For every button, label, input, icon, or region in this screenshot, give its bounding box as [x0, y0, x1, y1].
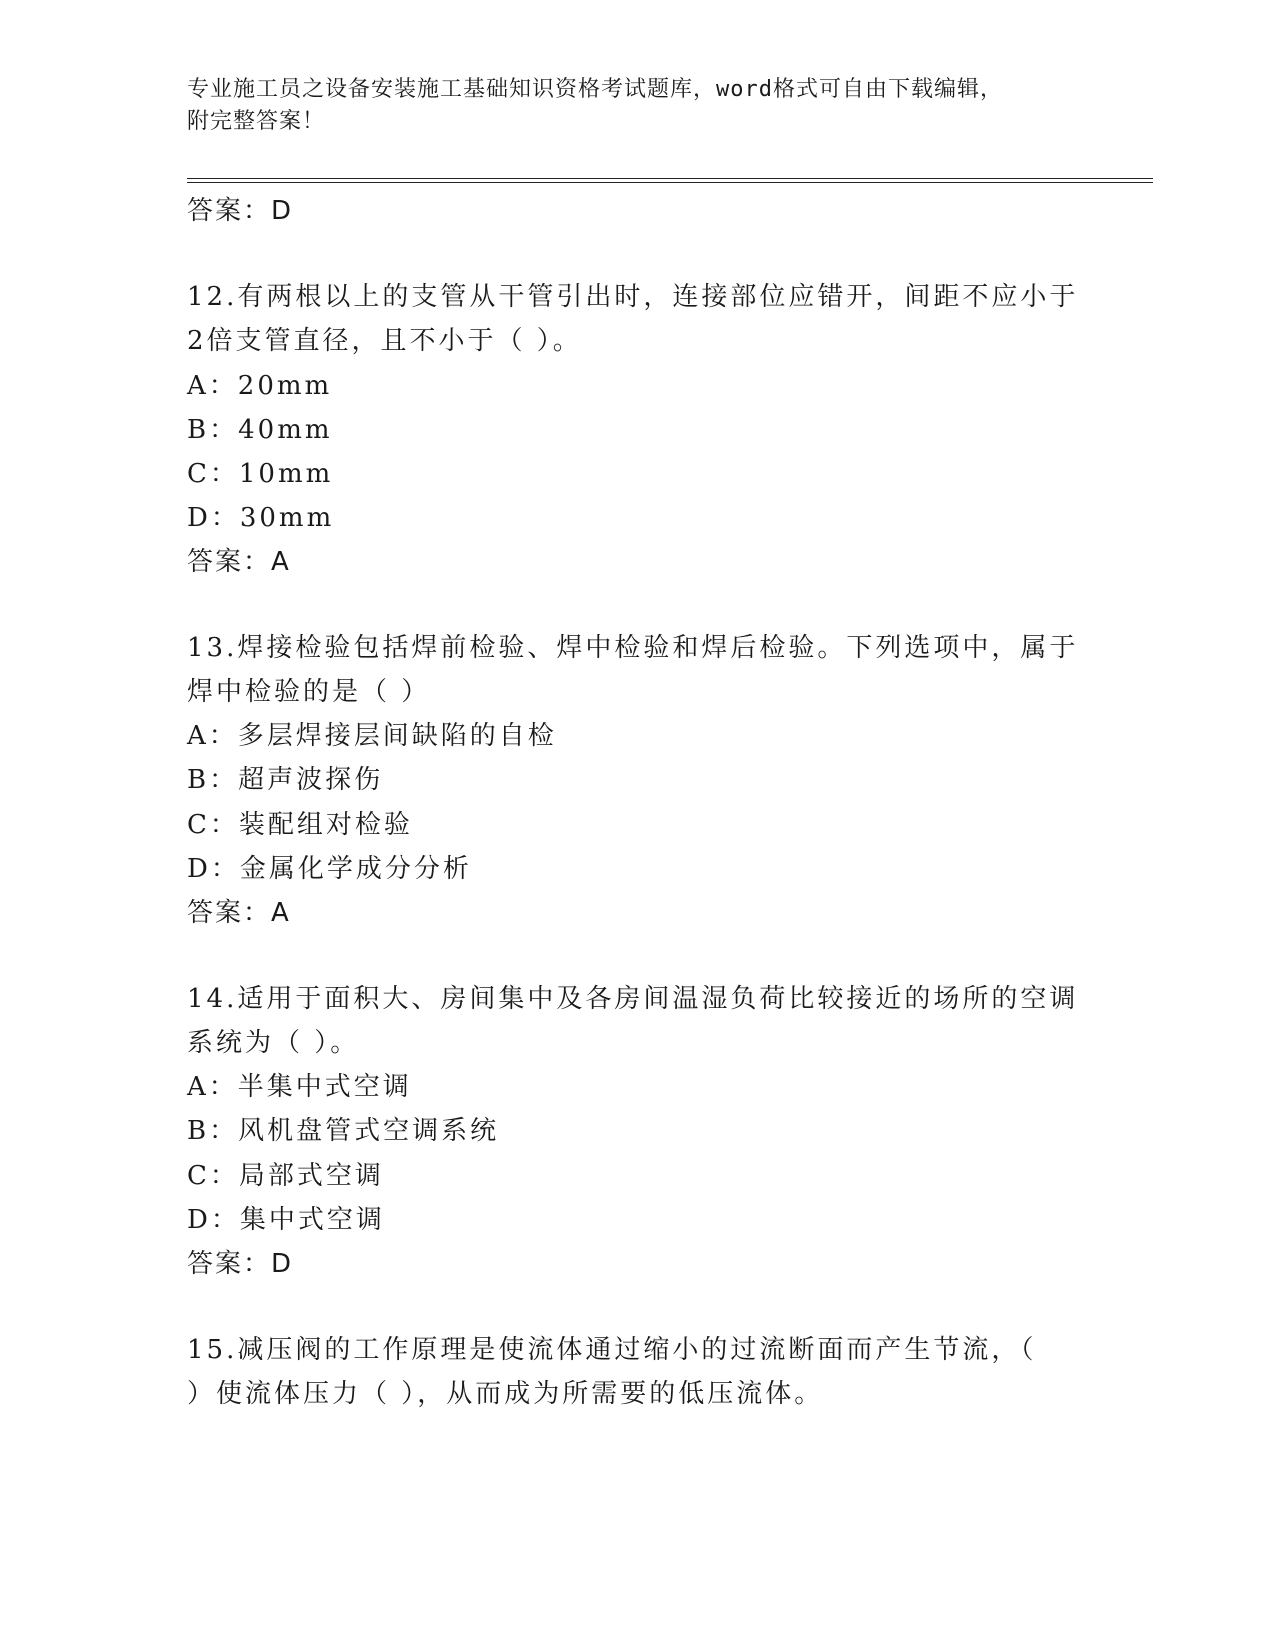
question-13-stem-line-1: 13.焊接检验包括焊前检验、焊中检验和焊后检验。下列选项中，属于 — [187, 633, 1079, 663]
question-13-option-d: D：金属化学成分分析 — [187, 854, 472, 884]
question-15-stem-line-1: 15.减压阀的工作原理是使流体通过缩小的过流断面而产生节流，（ — [187, 1335, 1037, 1365]
document-header — [187, 74, 1067, 138]
question-12-stem-line-2: 2倍支管直径，且不小于（ ）。 — [187, 326, 582, 356]
header-divider-bottom — [187, 182, 1153, 183]
question-13-answer: 答案：A — [187, 898, 291, 928]
question-12-stem-line-1: 12.有两根以上的支管从干管引出时，连接部位应错开，间距不应小于 — [187, 282, 1079, 312]
question-13-option-b: B：超声波探伤 — [187, 765, 384, 795]
question-13-option-c: C：装配组对检验 — [187, 810, 413, 840]
question-12-option-b: B：40mm — [187, 415, 333, 445]
header-line-1: 专业施工员之设备安装施工基础知识资格考试题库，word格式可自由下载编辑， — [187, 77, 1003, 102]
question-14-option-d: D：集中式空调 — [187, 1205, 385, 1235]
question-13-option-a: A：多层焊接层间缺陷的自检 — [187, 721, 557, 751]
question-14-option-b: B：风机盘管式空调系统 — [187, 1116, 500, 1146]
question-14-answer: 答案：D — [187, 1249, 294, 1279]
question-14-stem-line-2: 系统为（ ）。 — [187, 1028, 360, 1058]
header-line-2: 附完整答案！ — [187, 109, 326, 134]
question-14-option-c: C：局部式空调 — [187, 1161, 384, 1191]
question-12-answer: 答案：A — [187, 547, 291, 577]
header-divider-top — [187, 178, 1153, 179]
question-13-stem-line-2: 焊中检验的是（ ） — [187, 677, 431, 707]
question-12-option-d: D：30mm — [187, 503, 335, 533]
question-14-option-a: A：半集中式空调 — [187, 1072, 412, 1102]
question-12-option-a: A：20mm — [187, 371, 333, 401]
question-14-stem-line-1: 14.适用于面积大、房间集中及各房间温湿负荷比较接近的场所的空调 — [187, 984, 1079, 1014]
question-12-option-c: C：10mm — [187, 459, 334, 489]
answer-previous: 答案：D — [187, 196, 294, 226]
question-15-stem-line-2: ）使流体压力（ ），从而成为所需要的低压流体。 — [187, 1379, 824, 1409]
